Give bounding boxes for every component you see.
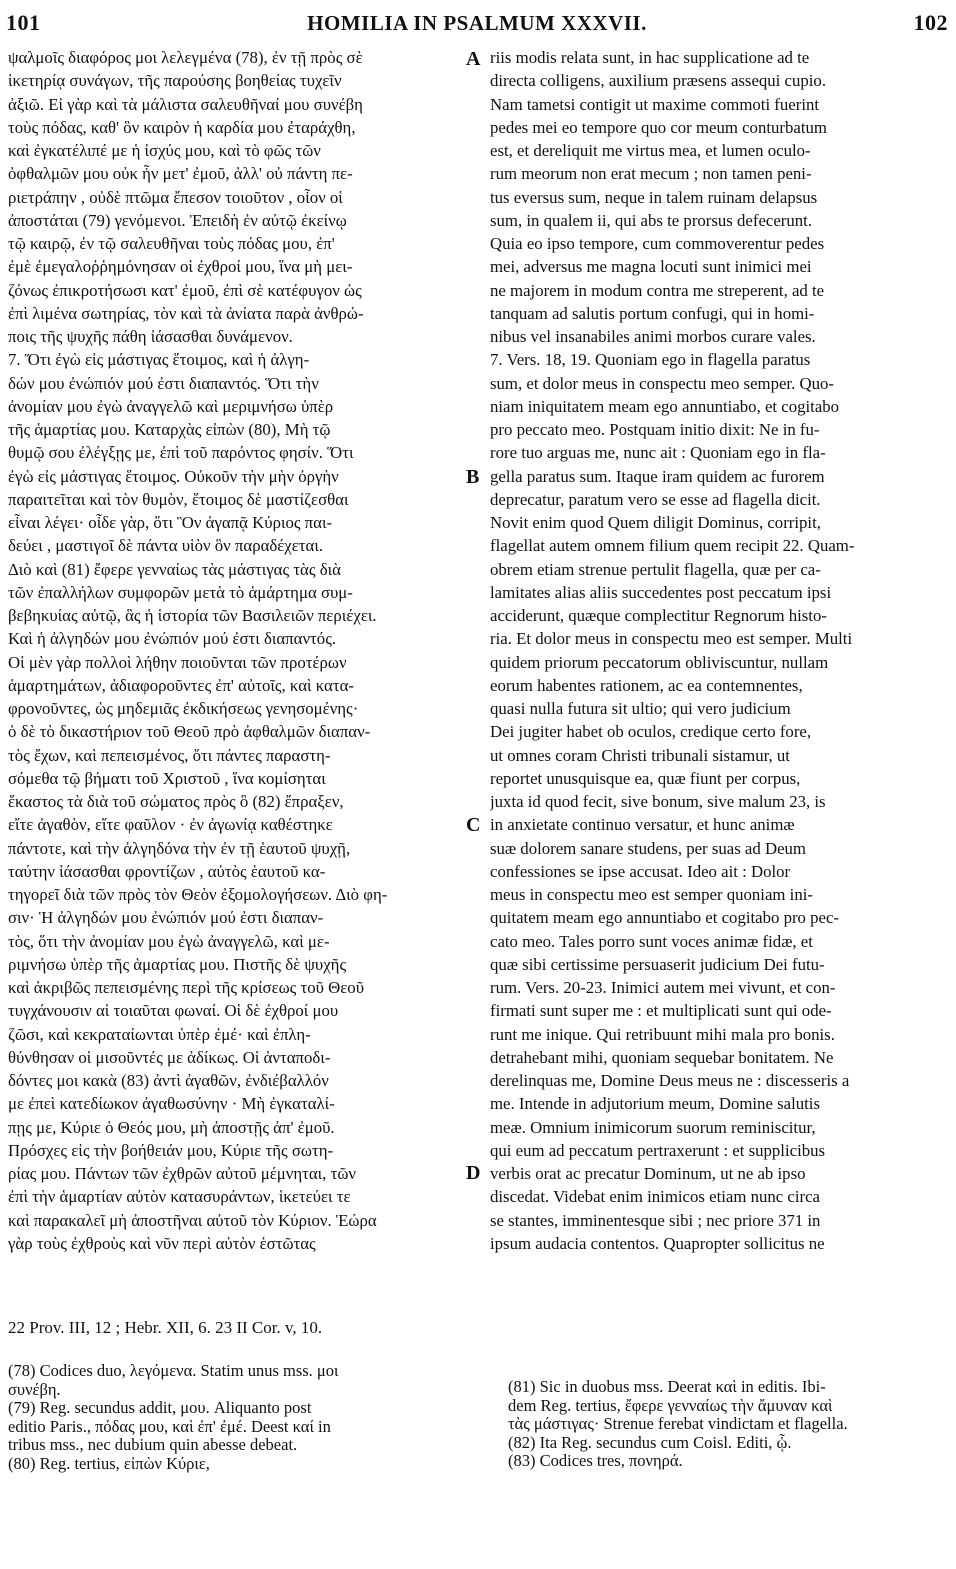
greek-text-line: ζῶσι, καὶ κεκραταίωνται ὑπὲρ ἐμέ· καὶ ἐπλη-: [8, 1024, 311, 1044]
greek-text-line: εἶναι λέγει· οἶδε γὰρ, ὅτι Ὃν ἀγαπᾷ Κύριος παι-: [8, 513, 333, 532]
latin-text-line: Dei jugiter habet ob oculos, credique certo fore,: [490, 722, 812, 742]
latin-text-line: reportet unusquisque ea, quæ fiunt per corpus,: [490, 768, 801, 788]
greek-text-line: ρίας μου. Πάντων τῶν ἐχθρῶν αὐτοῦ μέμνηται, τῶν: [8, 1164, 356, 1183]
page-header: [6, 8, 948, 38]
greek-text-line: ἁμαρτημάτων, ἀδιαφοροῦντες ἐπ' αὐτοῖς, καὶ κατα-: [8, 675, 354, 695]
greek-text-line: καὶ παρακαλεῖ μὴ ἀποστῆναι αὐτοῦ τὸν Κύριον. Ἑώρα: [8, 1210, 377, 1230]
latin-text-line: rore tuo arguas me, nunc ait : Quoniam ego in fla-: [490, 443, 826, 463]
greek-text-line: εἴτε ἀγαθὸν, εἴτε φαῦλον · ἐν ἀγωνίᾳ καθέστηκε: [8, 815, 333, 835]
latin-text-line: sum, et dolor meus in conspectu meo semper. Quo-: [490, 373, 834, 393]
greek-text-line: δεύει , μαστιγοῖ δὲ πάντα υἱὸν ὃν παραδέχεται.: [8, 536, 324, 556]
running-title: HOMILIA IN PSALMUM XXXVII.: [307, 10, 647, 35]
greek-text-line: ἀποστάται (79) γενόμενοι. Ἐπειδὴ ἐν αὐτῷ ἐκείνῳ: [8, 210, 347, 230]
greek-text-line: ὁ δὲ τὸ δικαστήριον τοῦ Θεοῦ πρὸ ἀφθαλμῶν διαπαν-: [8, 722, 371, 742]
latin-text-line: suæ dolorem sanare studens, per suas ad Deum: [490, 838, 806, 858]
latin-text-line: firmati sunt super me : et multiplicati sunt qui ode-: [490, 1001, 832, 1021]
latin-text-line: nibus vel insanabiles animi morbos curare vales.: [490, 327, 816, 346]
greek-text-line: ζόνως ἐπικροτήσωσι κατ' ἐμοῦ, ἐπὶ σὲ κατέφυγον ὡς: [8, 280, 362, 300]
footnote-line: (83) Codices tres, πονηρά.: [508, 1451, 683, 1470]
latin-text-line: in anxietate continuo versatur, et hunc animæ: [490, 815, 795, 835]
greek-text-line: ριετράπην , οὐδὲ πτῶμα ἔπεσον τοιοῦτον , οἷον οἱ: [8, 187, 343, 207]
latin-text-line: qui eum ad peccatum pertraxerunt : et supplicibus: [490, 1140, 826, 1160]
greek-text-line: τηγορεῖ διὰ τῶν πρὸς τὸν Θεὸν ἐξομολογήσεων. Διὸ φη-: [8, 885, 388, 904]
footnote-line: dem Reg. tertius, ἔφερε γενναίως τὴν ἄμυναν καὶ: [508, 1395, 833, 1415]
greek-text-line: καὶ ἐγκατέλιπέ με ἡ ἰσχύς μου, καὶ τὸ φῶς τῶν: [8, 141, 321, 160]
greek-text-line: πάντοτε, καὶ τὴν ἀλγηδόνα τὴν ἐν τῇ ἑαυτοῦ ψυχῇ,: [8, 838, 351, 858]
footnote-line: (80) Reg. tertius, εἰπὼν Κύριε,: [8, 1453, 210, 1473]
latin-text-line: flagellat autem omnem filium quem recipit 22. Quam-: [490, 536, 855, 556]
greek-text-line: ριμνήσω ὑπὲρ τῆς ἁμαρτίας μου. Πιστῆς δὲ ψυχῆς: [8, 954, 347, 974]
latin-text-line: juxta id quod fecit, sive bonum, sive malum 23, is: [490, 792, 826, 811]
latin-text-line: pedes mei eo tempore quo cor meum conturbatum: [490, 117, 827, 137]
greek-text-line: ἱκετηρίᾳ συνάγων, τῆς παρούσης βοηθείας τυχεῖν: [8, 71, 342, 91]
greek-text-line: τυγχάνουσιν αἱ τοιαῦται φωναί. Οἱ δὲ ἐχθροί μου: [8, 1001, 339, 1021]
footnote-line: tribus mss., nec dubium quin abesse debeat.: [8, 1435, 298, 1454]
greek-text-line: τῷ καιρῷ, ἐν τῷ σαλευθῆναι τοὺς πόδας μου, ἐπ': [8, 234, 335, 253]
greek-text-line: ταύτην ἰάσασθαι φροντίζων , αὐτὸς ἑαυτοῦ κα-: [8, 861, 326, 881]
latin-column: [490, 46, 942, 1255]
latin-text-line: acciderunt, quæque complectitur Regnorum histo-: [490, 606, 827, 625]
latin-text-line: 7. Vers. 18, 19. Quoniam ego in flagella paratus: [490, 350, 811, 370]
latin-text-line: detrahebant mihi, quoniam sequebar bonitatem. Ne: [490, 1047, 834, 1067]
latin-text-line: eorum habentes rationem, ac ea contemnentes,: [490, 675, 803, 695]
latin-text-line: Nam tametsi contigit ut maxime commoti fuerint: [490, 94, 820, 114]
latin-text-line: gella paratus sum. Itaque iram quidem ac furorem: [490, 466, 825, 486]
greek-text-line: τῶν ἐπαλλήλων συμφορῶν μετὰ τὸ ἁμάρτημα συμ-: [8, 582, 353, 602]
latin-text-line: tus eversus sum, neque in talem ruinam delapsus: [490, 187, 818, 207]
greek-text-line: ψαλμοῖς διαφόρος μοι λελεγμένα (78), ἐν τῇ πρὸς σὲ: [8, 48, 363, 67]
greek-text-line: τὸς, ὅτι τὴν ἀνομίαν μου ἐγὼ ἀναγγελῶ, καὶ με-: [8, 931, 330, 951]
footnote-line: (79) Reg. secundus addit, μου. Aliquanto post: [8, 1398, 312, 1417]
latin-text-line: directa colligens, auxilium præsens assequi cupio.: [490, 71, 827, 91]
greek-text-line: γὰρ τοὺς ἐχθροὺς καὶ νῦν περὶ αὐτὸν ἑστῶτας: [8, 1233, 316, 1253]
latin-text-line: quidem priorum peccatorum obliviscuntur, nullam: [490, 652, 829, 672]
margin-marker-b: B: [466, 466, 480, 488]
footnote-line: (81) Sic in duobus mss. Deerat καὶ in editis. Ibi-: [508, 1377, 826, 1396]
latin-text-line: rum meorum non erat mecum ; non tamen peni-: [490, 164, 812, 184]
footnote-line: τὰς μάστιγας· Strenue ferebat vindictam et flagella.: [508, 1414, 848, 1433]
greek-text-line: ἀνομίαν μου ἐγὼ ἀναγγελῶ καὶ μεριμνήσω ὑπὲρ: [8, 396, 334, 416]
greek-text-line: ἐμὲ ἐμεγαλοῤῥημόνησαν οἱ ἐχθροί μου, ἵνα μὴ μει-: [8, 257, 353, 277]
greek-text-line: δόντες μοι κακὰ (83) ἀντὶ ἀγαθῶν, ἐνδιέβαλλόν: [8, 1071, 329, 1090]
latin-text-line: quasi nulla futura sit ultio; qui vero judicium: [490, 699, 791, 718]
greek-text-line: βεβηκυίας αὐτῷ, ἃς ἡ ἱστορία τῶν Βασιλειῶν περιέχει.: [8, 606, 377, 625]
greek-text-line: ἐπὶ λιμένα σωτηρίας, τὸν καὶ τὰ ἀνίατα παρὰ ἀνθρώ-: [8, 303, 364, 323]
greek-text-line: 7. Ὅτι ἐγὼ εἰς μάστιγας ἕτοιμος, καὶ ἡ ἀλγη-: [8, 350, 310, 370]
latin-text-line: ut omnes coram Christi tribunali sistamur, ut: [490, 745, 790, 765]
greek-text-line: ἐπὶ τὴν ἁμαρτίαν αὐτὸν κατασυράντων, ἱκετεύει τε: [8, 1187, 351, 1207]
greek-text-line: παραιτεῖται καὶ τὸν θυμὸν, ἕτοιμος δὲ μαστίζεσθαι: [8, 489, 349, 509]
latin-text-line: sum, in qualem ii, qui abs te prorsus defecerunt.: [490, 210, 813, 230]
footnote-line: συνέβη.: [8, 1379, 61, 1399]
footnote-line: (78) Codices duo, λεγόμενα. Statim unus mss. μοι: [8, 1361, 339, 1380]
latin-text-line: quitatem meam ego annuntiabo et cogitabo pro pec-: [490, 908, 840, 928]
latin-text-line: obrem etiam strenue pertulit flagella, quæ per ca-: [490, 559, 821, 579]
greek-text-line: τὸς ἔχων, καὶ πεπεισμένος, ὅτι πάντες παραστη-: [8, 745, 331, 765]
latin-text-line: cato meo. Tales porro sunt voces animæ fidæ, et: [490, 931, 813, 951]
greek-text-line: Καὶ ἡ ἀλγηδών μου ἐνώπιόν μού ἐστι διαπαντός.: [8, 629, 337, 649]
greek-text-line: φρονοῦντες, ὡς μηδεμιᾶς ἐκδικήσεως γενησομένης·: [8, 699, 359, 718]
greek-text-line: καὶ ἀκριβῶς πεπεισμένης περὶ τῆς κρίσεως τοῦ Θεοῦ: [8, 978, 365, 997]
latin-text-line: niam iniquitatem meam ego annuntiabo, et cogitabo: [490, 396, 840, 416]
latin-text-line: rum. Vers. 20-23. Inimici autem mei vivunt, et con-: [490, 978, 836, 997]
margin-marker-d: D: [466, 1162, 481, 1184]
latin-text-line: derelinquas me, Domine Deus meus ne : discesseris a: [490, 1071, 850, 1090]
greek-text-line: ἐγὼ εἰς μάστιγας ἕτοιμος. Οὐκοῦν τὴν μὴν ὀργὴν: [8, 466, 339, 486]
footnotes-left: [8, 1362, 463, 1473]
greek-text-line: Διὸ καὶ (81) ἔφερε γενναίως τὰς μάστιγας τὰς διὰ: [8, 559, 341, 579]
scripture-references: 22 Prov. III, 12 ; Hebr. XII, 6. 23 II Cor. v, 10.: [8, 1318, 323, 1337]
latin-text-line: se stantes, imminentesque sibi ; nec priore 371 in: [490, 1210, 821, 1230]
greek-text-line: με ἐπεὶ κατεδίωκον ἀγαθωσύνην · Μὴ ἐγκαταλί-: [8, 1094, 335, 1114]
latin-text-line: confessiones se ipse accusat. Ideo ait : Dolor: [490, 861, 791, 881]
latin-text-line: Novit enim quod Quem diligit Dominus, corripit,: [490, 513, 821, 532]
latin-text-line: runt me inique. Qui retribuunt mihi mala pro bonis.: [490, 1024, 835, 1044]
greek-text-line: ποις τῆς ψυχῆς πάθη ἰάσασθαι δυνάμενον.: [8, 327, 293, 346]
greek-text-line: πῃς με, Κύριε ὁ Θεός μου, μὴ ἀποστῇς ἀπ' ἐμοῦ.: [8, 1117, 335, 1137]
page-number-right: 102: [913, 10, 948, 35]
greek-text-line: ὀφθαλμῶν μου οὐκ ἦν μετ' ἐμοῦ, ἀλλ' οὐ πάντη πε-: [8, 164, 353, 184]
margin-marker-c: C: [466, 814, 481, 836]
footnote-line: (82) Ita Reg. secundus cum Coisl. Editi, ᾧ.: [508, 1432, 792, 1452]
footnotes-right: [508, 1378, 948, 1471]
latin-text-line: meæ. Omnium inimicorum suorum reminiscitur,: [490, 1117, 816, 1137]
greek-text-line: θυμῷ σου ἐλέγξῃς με, ἐπὶ τοῦ παρόντος φησίν. Ὅτι: [8, 443, 354, 463]
latin-text-line: est, et dereliquit me virtus mea, et lumen oculo-: [490, 141, 811, 160]
greek-text-line: θύνθησαν οἱ μισοῦντές με ἀδίκως. Οἱ ἀνταποδι-: [8, 1047, 331, 1067]
latin-text-line: mei, adversus me magna locuti sunt inimici mei: [490, 257, 812, 277]
latin-text-line: ria. Et dolor meus in conspectu meo est semper. Multi: [490, 629, 853, 649]
greek-text-line: σιν· Ἡ ἀλγηδών μου ἐνώπιόν μού ἐστι διαπαν-: [8, 908, 324, 928]
latin-text-line: riis modis relata sunt, in hac supplicatione ad te: [490, 48, 810, 67]
latin-text-line: Quia eo ipso tempore, cum commoverentur pedes: [490, 234, 825, 253]
latin-text-line: me. Intende in adjutorium meum, Domine salutis: [490, 1094, 820, 1114]
greek-text-line: ἕκαστος τὰ διὰ τοῦ σώματος πρὸς ὃ (82) ἔπραξεν,: [8, 792, 344, 811]
latin-text-line: verbis orat ac precatur Dominum, ut ne ab ipso: [490, 1164, 806, 1183]
greek-text-line: σόμεθα τῷ βήματι τοῦ Χριστοῦ , ἵνα κομίσηται: [8, 768, 326, 788]
greek-text-line: Οἱ μὲν γὰρ πολλοὶ λήθην ποιοῦνται τῶν προτέρων: [8, 652, 347, 672]
latin-text-line: tanquam ad salutis portum confugi, qui in homi-: [490, 303, 815, 323]
latin-text-line: ipsum audacia contentos. Quapropter sollicitus ne: [490, 1233, 825, 1253]
greek-text-line: δών μου ἐνώπιόν μού ἐστι διαπαντός. Ὅτι τὴν: [8, 373, 319, 393]
greek-column: [8, 46, 458, 1255]
greek-text-line: Πρόσχες εἰς τὴν βοήθειάν μου, Κύριε τῆς σωτη-: [8, 1140, 334, 1160]
latin-text-line: discedat. Videbat enim inimicos etiam nunc circa: [490, 1187, 821, 1207]
latin-text-line: lamitates alias aliis succedentes post peccatum ipsi: [490, 582, 832, 602]
latin-text-line: meus in conspectu meo est semper quoniam ini-: [490, 885, 813, 904]
footnote-line: editio Paris., πόδας μου, καὶ ἐπ' ἐμέ. Deest καί in: [8, 1416, 331, 1436]
latin-text-line: ne majorem in modum contra me streperent, ad te: [490, 280, 825, 300]
greek-text-line: τῆς ἁμαρτίας μου. Καταρχὰς εἰπὼν (80), Μὴ τῷ: [8, 420, 331, 439]
latin-text-line: quæ sibi certissime persuaserit judicium Dei futu-: [490, 954, 825, 974]
page-number-left: 101: [6, 10, 41, 35]
greek-text-line: τοὺς πόδας, καθ' ὃν καιρὸν ἡ καρδία μου ἐταράχθη,: [8, 117, 356, 137]
margin-marker-a: A: [466, 48, 481, 70]
latin-text-line: deprecatur, paratum vero se esse ad flagella dicit.: [490, 489, 821, 509]
latin-text-line: pro peccato meo. Postquam initio dixit: Ne in fu-: [490, 420, 820, 439]
greek-text-line: ἀξιῶ. Εἰ γὰρ καὶ τὰ μάλιστα σαλευθῆναί μου συνέβη: [8, 94, 363, 114]
